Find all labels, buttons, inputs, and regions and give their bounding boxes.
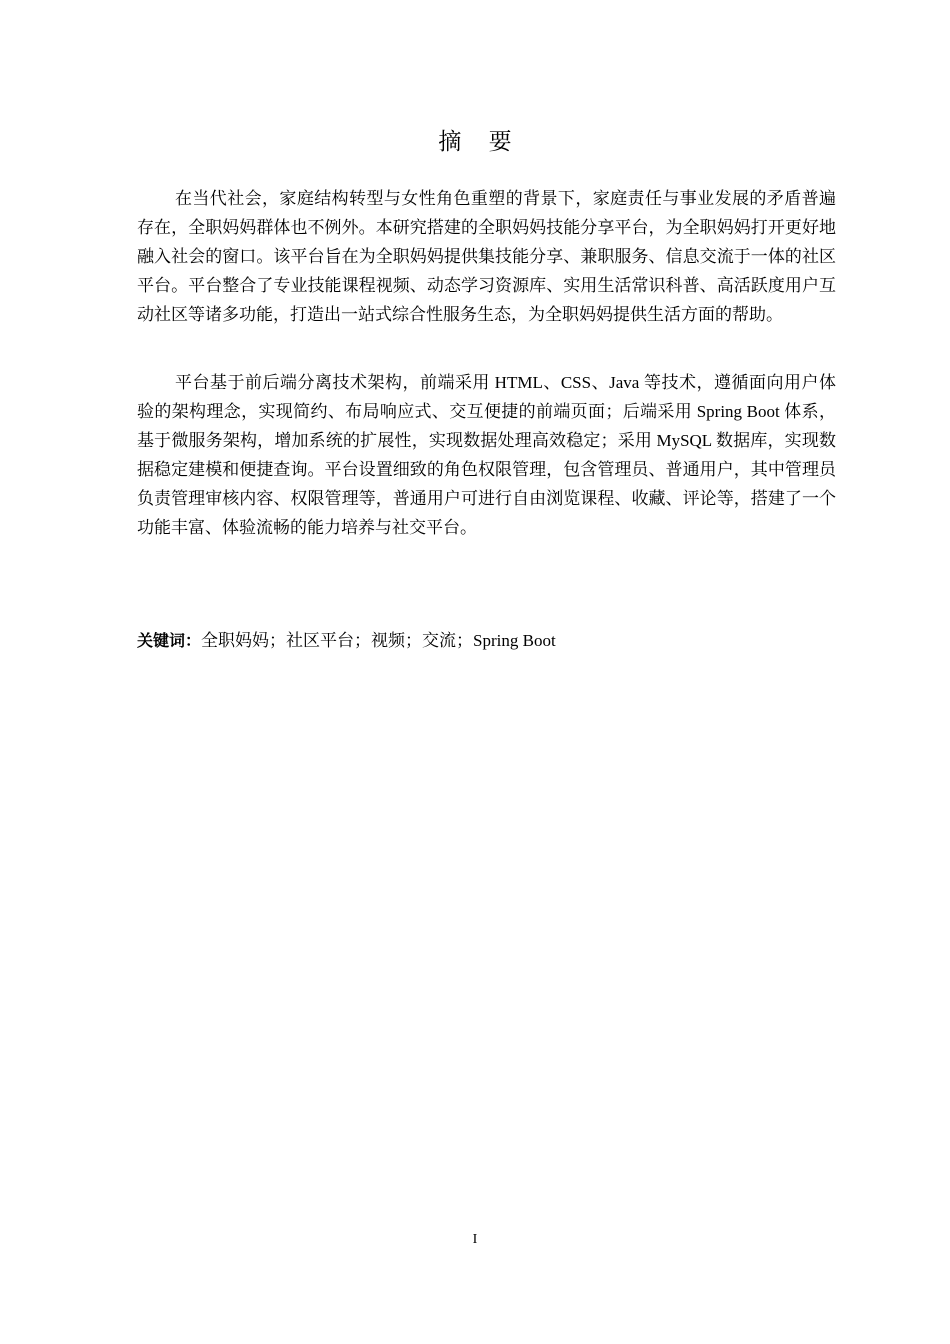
abstract-paragraph-1: 在当代社会，家庭结构转型与女性角色重塑的背景下，家庭责任与事业发展的矛盾普遍存在，全职妈妈群体也不例外。本研究搭建的全职妈妈技能分享平台，为全职妈妈打开更好地融入社会的窗口。该平台旨在为全职妈妈提供集技能分享、兼职服务、信息交流于一体的社区平台。平台整合了专业技能课程视频、动态学习资源库、实用生活常识科普、高活跃度用户互动社区等诸多功能，打造出一站式综合性服务生态，为全职妈妈提供生活方面的帮助。	[137, 189, 836, 324]
keywords-line	[137, 626, 836, 655]
abstract-paragraph-2: 平台基于前后端分离技术架构，前端采用 HTML、CSS、Java 等技术，遵循面向用户体验的架构理念，实现简约、布局响应式、交互便捷的前端页面；后端采用 Spring Boot 体系，基于微服务架构，增加系统的扩展性，实现数据处理高效稳定；采用 MySQL 数据库，实现数据稳定建模和便捷查询。平台设置细致的角色权限管理，包含管理员、普通用户，其中管理员负责管理审核内容、权限管理等，普通用户可进行自由浏览课程、收藏、评论等，搭建了一个功能丰富、体验流畅的能力培养与社交平台。	[137, 373, 836, 537]
abstract-title: 摘 要	[438, 129, 522, 155]
page-number: I	[472, 1232, 478, 1247]
keywords-text: 全职妈妈；社区平台；视频；交流；Spring Boot	[201, 631, 556, 650]
keywords-label: 关键词：	[137, 631, 202, 650]
